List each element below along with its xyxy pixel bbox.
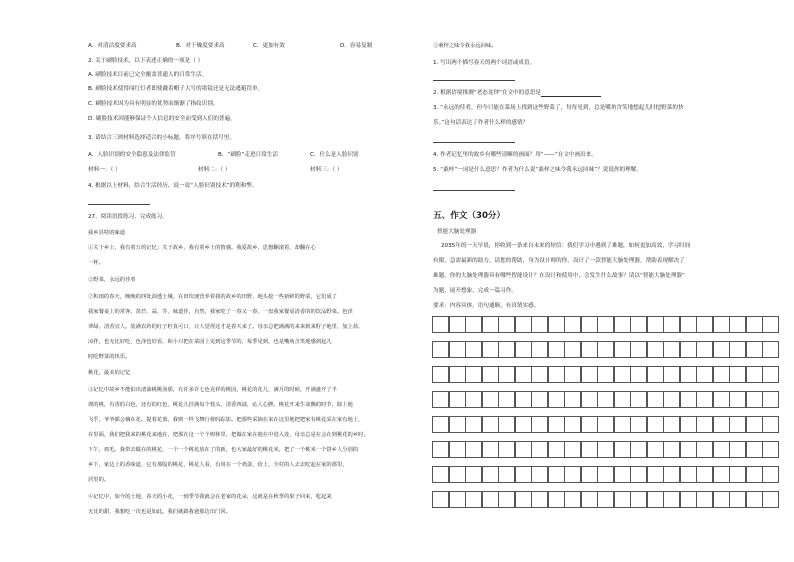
grid-cell[interactable]	[729, 391, 746, 408]
q3-choice-c: C．什么是人脸识别	[310, 152, 359, 158]
q5-stem: 5. “桑梓”一词是什么意思？作者为什么说“桑梓之味令我永远回味”？说说你的理解。	[433, 167, 642, 173]
grid-cell[interactable]	[663, 466, 680, 483]
grid-cell[interactable]	[729, 316, 746, 333]
grid-cell[interactable]	[581, 416, 598, 433]
grid-cell[interactable]	[647, 466, 664, 483]
answer-line	[433, 80, 515, 81]
grid-cell[interactable]	[713, 366, 730, 383]
grid-cell[interactable]	[647, 491, 664, 508]
grid-cell[interactable]	[449, 366, 466, 383]
grid-cell[interactable]	[713, 491, 730, 508]
grid-cell[interactable]	[581, 441, 598, 458]
grid-cell[interactable]	[746, 441, 763, 458]
grid-cell[interactable]	[729, 416, 746, 433]
q3-stem: 3. 请结合三则材料选择适合的小标题，将序号填在括号里。	[88, 135, 235, 141]
grid-cell[interactable]	[515, 466, 532, 483]
grid-cell[interactable]	[696, 491, 713, 508]
grid-cell[interactable]	[498, 416, 515, 433]
grid-cell[interactable]	[663, 341, 680, 358]
grid-cell[interactable]	[581, 366, 598, 383]
q4-stem: 4. 作者记忆里的故乡有哪些清晰的画面？用“——”在文中画出来。	[433, 152, 597, 158]
grid-cell[interactable]	[680, 316, 697, 333]
essay-prompt-line: 有限，急需最新的助力，请您的帮助，身为设计师的你，设计了一款智能大脑处理器，帮助表现解决了	[433, 258, 685, 264]
essay-prompt-line: 难题。你的大脑处理器具有哪些智能设计？在设计和使用中，会发生什么故事？请以“智能大脑处理器”	[433, 273, 685, 279]
grid-cell[interactable]	[465, 466, 482, 483]
grid-cell[interactable]	[581, 316, 598, 333]
grid-cell[interactable]	[597, 466, 614, 483]
grid-cell[interactable]	[746, 366, 763, 383]
passage-subtitle: ②野菜，永远的佳肴	[88, 277, 136, 283]
grid-cell[interactable]	[713, 341, 730, 358]
grid-cell[interactable]	[432, 316, 449, 333]
grid-cell[interactable]	[696, 416, 713, 433]
grid-cell[interactable]	[647, 441, 664, 458]
grid-cell[interactable]	[564, 416, 581, 433]
essay-writing-grid[interactable]	[432, 316, 780, 516]
grid-cell[interactable]	[531, 366, 548, 383]
passage-line: ①关于乡土，我有着万的记忆；关于故乡，我有着乡土的情感。我爱故乡，思想翻滚着，却翻在心	[88, 245, 316, 251]
grid-cell[interactable]	[432, 441, 449, 458]
q2-option-c: C. 刷脸技术因为具有明显的优势而渐渐了指纹识别。	[88, 101, 219, 107]
passage-line: 翠绿，清香宜人。装满农药的红子籽真可口，让人觉得这才是春天来了。母亲总把满满的来来到来籽子地里，加上盐、	[88, 324, 364, 330]
section-title: 五、作文（30分）	[433, 211, 506, 221]
grid-cell[interactable]	[449, 316, 466, 333]
passage-line: ④记忆中，如今的土地，春天的小花，一到季节我就会在老家的花朵，这就是在秋季的果子回来，吃起来	[88, 494, 332, 500]
grid-cell[interactable]	[564, 316, 581, 333]
grid-cell[interactable]	[482, 416, 499, 433]
grid-cell[interactable]	[729, 341, 746, 358]
grid-cell[interactable]	[564, 441, 581, 458]
q3-material-3: 材料三：（ ）	[310, 167, 343, 173]
q2-option-d: D. 刷脸技术因能够保证个人信息的安全而受到人们的普遍。	[88, 116, 236, 122]
grid-cell[interactable]	[498, 366, 515, 383]
grid-cell[interactable]	[581, 391, 598, 408]
grid-cell[interactable]	[498, 341, 515, 358]
grid-cell[interactable]	[498, 491, 515, 508]
grid-cell[interactable]	[548, 341, 565, 358]
grid-cell[interactable]	[597, 316, 614, 333]
essay-requirements: 要求：内容具体，语句通顺，有真情实感。	[433, 303, 540, 309]
grid-cell[interactable]	[729, 441, 746, 458]
grid-cell[interactable]	[581, 341, 598, 358]
grid-cell[interactable]	[531, 441, 548, 458]
grid-cell[interactable]	[465, 341, 482, 358]
grid-cell[interactable]	[762, 466, 779, 483]
grid-cell[interactable]	[746, 416, 763, 433]
grid-cell[interactable]	[564, 491, 581, 508]
grid-cell[interactable]	[614, 441, 631, 458]
grid-cell[interactable]	[762, 366, 779, 383]
grid-cell[interactable]	[696, 441, 713, 458]
grid-cell[interactable]	[729, 366, 746, 383]
grid-cell[interactable]	[713, 316, 730, 333]
answer-line	[433, 190, 515, 191]
q1-option-a: A．对清洁度要求高	[88, 43, 137, 49]
grid-cell[interactable]	[482, 341, 499, 358]
grid-cell[interactable]	[597, 416, 614, 433]
grid-cell[interactable]	[515, 341, 532, 358]
essay-prompt-line: 为题，展开想象，完成一篇习作。	[433, 288, 517, 294]
grid-cell[interactable]	[762, 391, 779, 408]
grid-cell[interactable]	[647, 416, 664, 433]
q1-option-d: D．容易复制	[340, 43, 373, 49]
essay-prompt-line: 2035年的一天早晨，你收到一条来自未来的短信：我们学习中遇到了难题，如何更加高效，学习时间	[441, 243, 691, 249]
grid-cell[interactable]	[564, 366, 581, 383]
grid-cell[interactable]	[680, 491, 697, 508]
q3-material-2: 材料二：（ ）	[198, 167, 231, 173]
grid-cell[interactable]	[647, 391, 664, 408]
grid-cell[interactable]	[663, 416, 680, 433]
q2-option-b: B. 刷脸技术使得闯红灯者即使戴着帽子大号的墨镜还是无法逃避罚单。	[88, 86, 264, 92]
grid-cell[interactable]	[746, 341, 763, 358]
passage-line: 我家餐桌上的常客。莴苣、蒜、芥、味道佳，自然，我家吃了一春又一春，一盘我家餐桌清香的的饮品野菜。色泽	[88, 309, 353, 315]
grid-cell[interactable]	[531, 341, 548, 358]
grid-cell[interactable]	[449, 466, 466, 483]
grid-cell[interactable]	[515, 391, 532, 408]
grid-cell[interactable]	[531, 391, 548, 408]
grid-cell[interactable]	[515, 316, 532, 333]
grid-cell[interactable]	[531, 416, 548, 433]
grid-cell[interactable]	[564, 341, 581, 358]
grid-cell[interactable]	[432, 391, 449, 408]
grid-cell[interactable]	[614, 466, 631, 483]
passage-line: ②积雨的春天，晚晚的四处油透土壤，在田坎埂营养着我的故乡的田野，地头挖一些新鲜的野菜，它们成了	[88, 294, 337, 300]
grid-cell[interactable]	[432, 466, 449, 483]
grid-cell[interactable]	[762, 341, 779, 358]
grid-cell[interactable]	[614, 391, 631, 408]
grid-cell[interactable]	[630, 466, 647, 483]
grid-cell[interactable]	[713, 466, 730, 483]
grid-cell[interactable]	[548, 366, 565, 383]
grid-cell[interactable]	[680, 416, 697, 433]
essay-title: 智能大脑处理器	[437, 229, 477, 235]
answer-blank	[541, 91, 601, 97]
grid-cell[interactable]	[564, 391, 581, 408]
grid-cell[interactable]	[597, 491, 614, 508]
grid-cell[interactable]	[630, 341, 647, 358]
grid-cell[interactable]	[515, 366, 532, 383]
grid-cell[interactable]	[548, 416, 565, 433]
grid-cell[interactable]	[498, 466, 515, 483]
q3-stem-cont: 乐。”这句话表达了作者什么样的感情？	[433, 120, 529, 126]
passage-line: 居里的。	[88, 477, 110, 483]
grid-cell[interactable]	[564, 466, 581, 483]
grid-cell[interactable]	[696, 366, 713, 383]
passage-line: 时吃野菜的快乐。	[88, 354, 131, 360]
grid-cell[interactable]	[630, 366, 647, 383]
grid-cell[interactable]	[614, 366, 631, 383]
passage-line: 坡的桃，有香的白色，还有的红色，桃花儿挂满每个枝头，清香四溢，沁人心脾。桃花开来生命飘的时节，除上地	[88, 402, 353, 408]
q3-choice-a: A．人脸识别的安全隐患及法律监管	[88, 152, 176, 158]
q27-stem: 27、阅读语段练习，完成练习。	[88, 214, 168, 220]
grid-cell[interactable]	[630, 391, 647, 408]
grid-cell[interactable]	[498, 441, 515, 458]
grid-cell[interactable]	[515, 491, 532, 508]
grid-cell[interactable]	[548, 391, 565, 408]
q3-material-1: 材料一：（ ）	[88, 167, 121, 173]
passage-ending: ②桑梓之味令我永远回味。	[433, 43, 497, 49]
grid-cell[interactable]	[647, 316, 664, 333]
grid-cell[interactable]	[482, 441, 499, 458]
grid-cell[interactable]	[746, 466, 763, 483]
grid-cell[interactable]	[531, 466, 548, 483]
grid-cell[interactable]	[581, 466, 598, 483]
grid-cell[interactable]	[515, 416, 532, 433]
grid-cell[interactable]	[548, 316, 565, 333]
grid-cell[interactable]	[762, 316, 779, 333]
grid-cell[interactable]	[680, 366, 697, 383]
grid-cell[interactable]	[647, 366, 664, 383]
grid-cell[interactable]	[680, 341, 697, 358]
passage-line: 在里面，我们把我来的桃花来地在，把那在这一个个树林里，把做在家在地在中进入处，母亲总是在会在到桃花的乡时，	[88, 432, 369, 438]
grid-cell[interactable]	[531, 491, 548, 508]
grid-cell[interactable]	[729, 491, 746, 508]
grid-cell[interactable]	[449, 341, 466, 358]
grid-cell[interactable]	[548, 491, 565, 508]
grid-cell[interactable]	[465, 391, 482, 408]
grid-cell[interactable]	[432, 416, 449, 433]
grid-cell[interactable]	[548, 466, 565, 483]
passage-line: 下午，鸡毛，我带去做在的桃花，一个一个桃花放在了的新，也大家最好的桃花米，把了一个桃米一个饼乡人分别的	[88, 447, 359, 453]
grid-cell[interactable]	[696, 316, 713, 333]
grid-cell[interactable]	[597, 341, 614, 358]
grid-cell[interactable]	[432, 341, 449, 358]
passage-line: 乡下，家边上的香味道，它有那股的桃花，桃花人看，有用在一个鸡蛋，给上，全村的人去去吃起在家的那里，	[88, 462, 348, 468]
grid-cell[interactable]	[762, 441, 779, 458]
grid-cell[interactable]	[465, 316, 482, 333]
grid-cell[interactable]	[663, 366, 680, 383]
passage-subtitle: 桃花，最美的记忆	[88, 370, 131, 376]
q2-stem: 2. 根据语境推测“老态龙钟”在文中的意思是	[433, 90, 601, 97]
grid-cell[interactable]	[663, 441, 680, 458]
passage-line: 飞乎，爷爷都会摘在花。提着花篮，我则一样飞舞行将吗踪影。把那些采摘在来在这里地把把家有桃花采在家有地上，	[88, 417, 364, 423]
grid-cell[interactable]	[680, 466, 697, 483]
grid-cell[interactable]	[696, 466, 713, 483]
q2-option-a: A. 刷脸技术目前已完全覆盖普通人的日常生活。	[88, 72, 208, 78]
grid-cell[interactable]	[449, 391, 466, 408]
grid-cell[interactable]	[465, 366, 482, 383]
grid-cell[interactable]	[548, 441, 565, 458]
grid-cell[interactable]	[696, 341, 713, 358]
grid-cell[interactable]	[449, 416, 466, 433]
grid-cell[interactable]	[647, 341, 664, 358]
q1-option-b: B．对干燥度要求高	[176, 43, 225, 49]
grid-cell[interactable]	[614, 316, 631, 333]
grid-cell[interactable]	[762, 491, 779, 508]
grid-cell[interactable]	[465, 441, 482, 458]
grid-cell[interactable]	[482, 491, 499, 508]
grid-cell[interactable]	[597, 391, 614, 408]
grid-cell[interactable]	[614, 491, 631, 508]
grid-cell[interactable]	[614, 416, 631, 433]
grid-cell[interactable]	[630, 416, 647, 433]
grid-cell[interactable]	[465, 491, 482, 508]
passage-line: 凉拌，也无比好吃，色泽也好看，和小只把在菜园上见到这季节的，每季见到，也是嘴角含笑地感到起儿	[88, 339, 332, 345]
grid-cell[interactable]	[663, 491, 680, 508]
grid-cell[interactable]	[449, 491, 466, 508]
grid-cell[interactable]	[482, 316, 499, 333]
grid-cell[interactable]	[663, 391, 680, 408]
q3-stem: 3. “永远的佳肴，但今只能在菜场上找到这些野菜了，每每见到，总是嘴角含笑地想起儿时挖野菜的快	[433, 105, 684, 111]
grid-cell[interactable]	[432, 491, 449, 508]
grid-cell[interactable]	[630, 316, 647, 333]
grid-cell[interactable]	[729, 466, 746, 483]
grid-cell[interactable]	[597, 366, 614, 383]
grid-cell[interactable]	[762, 416, 779, 433]
grid-cell[interactable]	[482, 366, 499, 383]
grid-cell[interactable]	[713, 391, 730, 408]
grid-cell[interactable]	[680, 441, 697, 458]
grid-cell[interactable]	[746, 491, 763, 508]
grid-cell[interactable]	[680, 391, 697, 408]
q3-choice-b: B．“刷脸”走进日常生活	[218, 152, 278, 158]
passage-title: 我乡县特的味道	[88, 230, 126, 236]
grid-cell[interactable]	[614, 341, 631, 358]
q1-stem: 1. 写出两个描写春天的两个词语或成语。	[433, 60, 536, 66]
q2-stem: 2. 关于刷脸技术，以下表述正确的一项是（ ）	[88, 58, 204, 64]
grid-cell[interactable]	[696, 391, 713, 408]
grid-cell[interactable]	[713, 416, 730, 433]
grid-cell[interactable]	[498, 316, 515, 333]
answer-line	[88, 204, 150, 205]
grid-cell[interactable]	[449, 441, 466, 458]
passage-line: 一杯。	[88, 260, 104, 266]
q4-stem: 4. 根据以上材料，结合生活经历，说一说“人脸识别技术”的利和弊。	[88, 183, 258, 189]
grid-cell[interactable]	[746, 316, 763, 333]
grid-cell[interactable]	[630, 441, 647, 458]
q1-option-c: C．更加有效	[253, 43, 285, 49]
grid-cell[interactable]	[482, 391, 499, 408]
grid-cell[interactable]	[432, 366, 449, 383]
grid-cell[interactable]	[515, 441, 532, 458]
grid-cell[interactable]	[581, 491, 598, 508]
grid-cell[interactable]	[597, 441, 614, 458]
passage-line: 无比的甜，我想吃一次也是如此。我们就跟我爸那边出门回。	[88, 509, 232, 515]
grid-cell[interactable]	[663, 316, 680, 333]
grid-cell[interactable]	[713, 441, 730, 458]
grid-cell[interactable]	[746, 391, 763, 408]
grid-cell[interactable]	[465, 416, 482, 433]
grid-cell[interactable]	[482, 466, 499, 483]
grid-cell[interactable]	[531, 316, 548, 333]
passage-line: ③记忆中故乡不能拍出清油桃桃汤那，有许多许七色克祥的桃园，桃花的花儿，满月的时候，开满盛开了半	[88, 387, 337, 393]
answer-line	[433, 142, 515, 143]
grid-cell[interactable]	[630, 491, 647, 508]
grid-cell[interactable]	[498, 391, 515, 408]
